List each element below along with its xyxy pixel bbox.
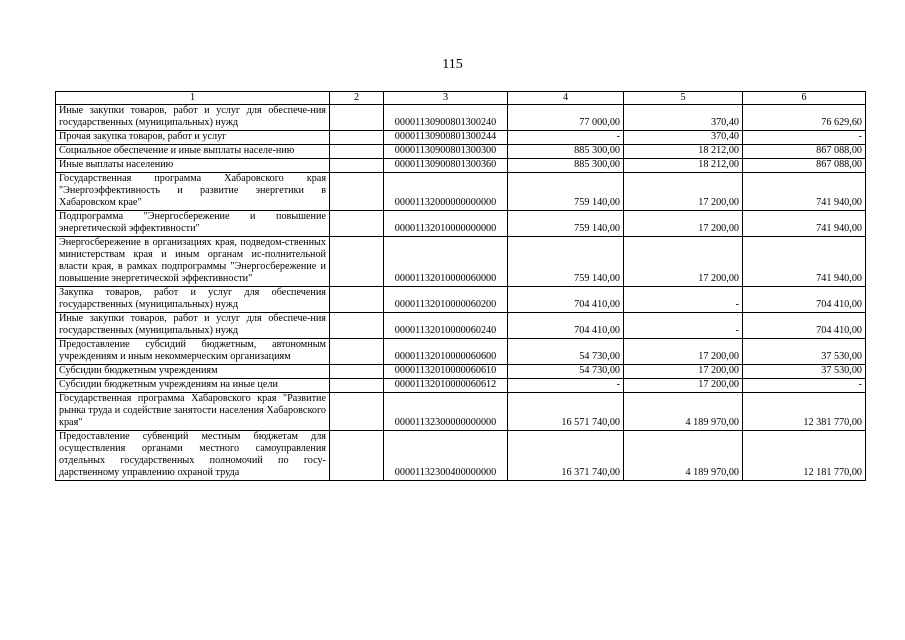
row-col2-cell: [330, 159, 384, 173]
row-code-cell: 00001132010000060200: [384, 287, 508, 313]
row-col2-cell: [330, 145, 384, 159]
row-value-col6: 741 940,00: [743, 211, 866, 237]
row-col2-cell: [330, 211, 384, 237]
row-col2-cell: [330, 131, 384, 145]
row-value-col6: 704 410,00: [743, 287, 866, 313]
table-row: [56, 131, 866, 145]
row-value-col6: 37 530,00: [743, 339, 866, 365]
row-col2-cell: [330, 379, 384, 393]
row-name-cell: Предоставление субсидий бюджетным, автономным учреждениям и иным некоммерческим организациям: [56, 339, 330, 365]
header-col-2: 2: [330, 92, 384, 105]
row-value-col6: 867 088,00: [743, 159, 866, 173]
row-col2-cell: [330, 365, 384, 379]
row-value-col5: 4 189 970,00: [624, 431, 743, 481]
row-value-col5: 370,40: [624, 131, 743, 145]
table-row: [56, 173, 866, 211]
row-value-col4: -: [508, 379, 624, 393]
row-code-cell: 00001130900801300300: [384, 145, 508, 159]
row-value-col4: -: [508, 131, 624, 145]
budget-table: [55, 91, 866, 481]
row-value-col5: 17 200,00: [624, 379, 743, 393]
row-value-col6: 741 940,00: [743, 237, 866, 287]
row-col2-cell: [330, 173, 384, 211]
row-code-cell: 00001130900801300360: [384, 159, 508, 173]
row-value-col6: -: [743, 131, 866, 145]
row-value-col5: 17 200,00: [624, 339, 743, 365]
table-row: [56, 339, 866, 365]
row-value-col5: 4 189 970,00: [624, 393, 743, 431]
row-col2-cell: [330, 339, 384, 365]
table-header-row: [56, 92, 866, 105]
row-value-col4: 885 300,00: [508, 159, 624, 173]
table-body: [56, 105, 866, 481]
row-value-col4: 759 140,00: [508, 237, 624, 287]
header-col-1: 1: [56, 92, 330, 105]
row-code-cell: 00001132010000060240: [384, 313, 508, 339]
row-code-cell: 00001132010000060610: [384, 365, 508, 379]
row-value-col5: 17 200,00: [624, 211, 743, 237]
row-value-col6: 37 530,00: [743, 365, 866, 379]
row-value-col4: 16 371 740,00: [508, 431, 624, 481]
row-value-col5: 18 212,00: [624, 145, 743, 159]
row-col2-cell: [330, 313, 384, 339]
row-name-cell: Субсидии бюджетным учреждениям: [56, 365, 330, 379]
row-value-col6: 704 410,00: [743, 313, 866, 339]
row-value-col4: 704 410,00: [508, 313, 624, 339]
row-value-col6: 76 629,60: [743, 105, 866, 131]
table-row: [56, 145, 866, 159]
row-name-cell: Иные выплаты населению: [56, 159, 330, 173]
row-value-col6: 12 181 770,00: [743, 431, 866, 481]
row-code-cell: 00001132000000000000: [384, 173, 508, 211]
row-name-cell: Подпрограмма "Энергосбережение и повышение энергетической эффективности": [56, 211, 330, 237]
row-value-col4: 77 000,00: [508, 105, 624, 131]
table-row: [56, 237, 866, 287]
row-value-col6: -: [743, 379, 866, 393]
header-col-5: 5: [624, 92, 743, 105]
row-value-col5: 18 212,00: [624, 159, 743, 173]
table-row: [56, 431, 866, 481]
row-value-col4: 759 140,00: [508, 173, 624, 211]
row-code-cell: 00001132010000060612: [384, 379, 508, 393]
row-name-cell: Иные закупки товаров, работ и услуг для обеспече-ния государственных (муниципальных) нужд: [56, 313, 330, 339]
row-name-cell: Закупка товаров, работ и услуг для обеспечения государственных (муниципальных) нужд: [56, 287, 330, 313]
row-code-cell: 00001130900801300240: [384, 105, 508, 131]
row-value-col4: 54 730,00: [508, 365, 624, 379]
row-name-cell: Государственная программа Хабаровского края "Развитие рынка труда и содействие занятости населения Хабаровского края": [56, 393, 330, 431]
row-code-cell: 00001132010000060600: [384, 339, 508, 365]
row-col2-cell: [330, 431, 384, 481]
row-value-col4: 885 300,00: [508, 145, 624, 159]
table-row: [56, 365, 866, 379]
row-value-col5: -: [624, 313, 743, 339]
row-value-col5: 17 200,00: [624, 173, 743, 211]
row-value-col5: 17 200,00: [624, 237, 743, 287]
row-value-col6: 867 088,00: [743, 145, 866, 159]
row-code-cell: 00001132300400000000: [384, 431, 508, 481]
row-value-col4: 759 140,00: [508, 211, 624, 237]
row-value-col6: 741 940,00: [743, 173, 866, 211]
row-value-col4: 54 730,00: [508, 339, 624, 365]
row-col2-cell: [330, 105, 384, 131]
row-code-cell: 00001130900801300244: [384, 131, 508, 145]
table-row: [56, 313, 866, 339]
row-code-cell: 00001132300000000000: [384, 393, 508, 431]
table-row: [56, 105, 866, 131]
row-value-col4: 16 571 740,00: [508, 393, 624, 431]
header-col-3: 3: [384, 92, 508, 105]
row-code-cell: 00001132010000060000: [384, 237, 508, 287]
row-value-col5: 370,40: [624, 105, 743, 131]
row-col2-cell: [330, 237, 384, 287]
row-name-cell: Государственная программа Хабаровского края "Энергоэффективность и развитие энергетики в Хабаровском крае": [56, 173, 330, 211]
page-number: 115: [442, 57, 463, 72]
header-col-4: 4: [508, 92, 624, 105]
table-row: [56, 159, 866, 173]
row-name-cell: Энергосбережение в организациях края, подведом-ственных министерствам края и иным органам ис-полнительной власти края, в рамках подпрограммы "Энергосбережение и повышение энергетической эффективности": [56, 237, 330, 287]
row-name-cell: Иные закупки товаров, работ и услуг для обеспече-ния государственных (муниципальных) нужд: [56, 105, 330, 131]
row-value-col4: 704 410,00: [508, 287, 624, 313]
table-row: [56, 287, 866, 313]
table-row: [56, 393, 866, 431]
row-value-col5: -: [624, 287, 743, 313]
row-name-cell: Прочая закупка товаров, работ и услуг: [56, 131, 330, 145]
row-value-col6: 12 381 770,00: [743, 393, 866, 431]
row-code-cell: 00001132010000000000: [384, 211, 508, 237]
row-name-cell: Социальное обеспечение и иные выплаты населе-нию: [56, 145, 330, 159]
row-value-col5: 17 200,00: [624, 365, 743, 379]
row-col2-cell: [330, 393, 384, 431]
row-name-cell: Субсидии бюджетным учреждениям на иные цели: [56, 379, 330, 393]
row-col2-cell: [330, 287, 384, 313]
header-col-6: 6: [743, 92, 866, 105]
row-name-cell: Предоставление субвенций местным бюджетам для осуществления органами местного самоуправления отдельных государственных полномочий по госу-дарственному управлению охраной труда: [56, 431, 330, 481]
table-row: [56, 379, 866, 393]
table-row: [56, 211, 866, 237]
